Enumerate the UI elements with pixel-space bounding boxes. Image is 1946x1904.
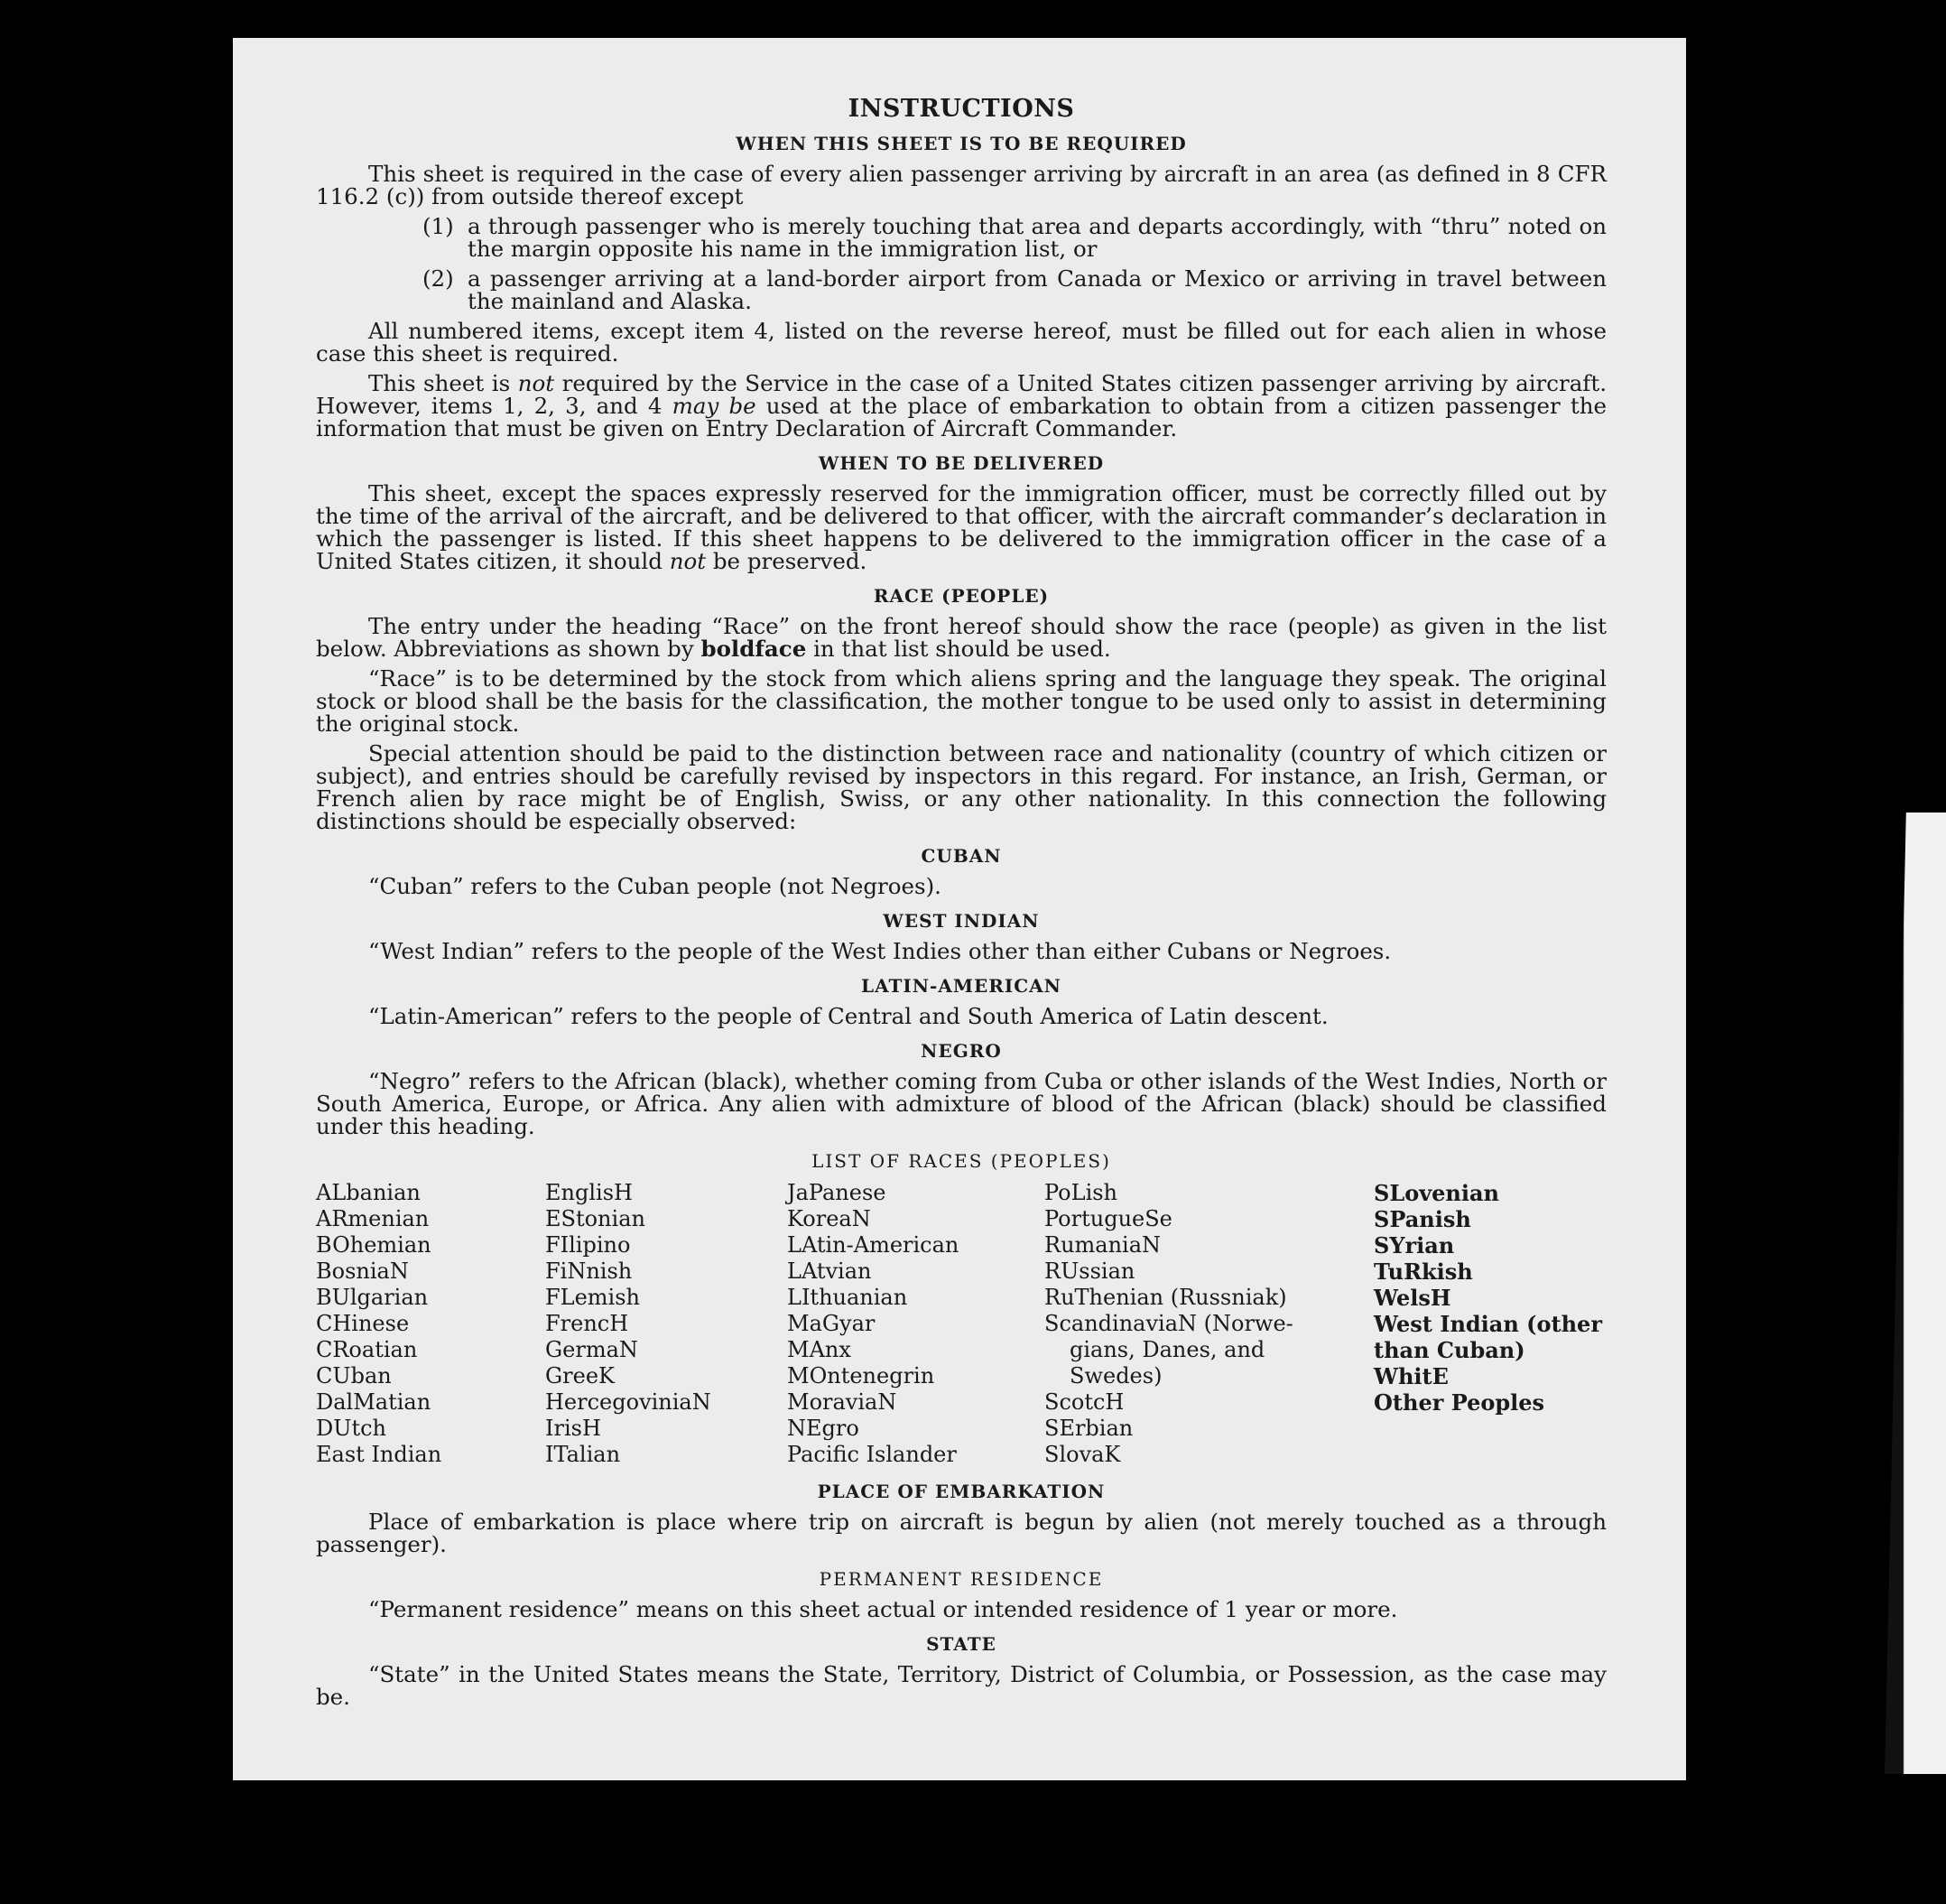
race-item: FiNnish <box>545 1258 633 1284</box>
race-item: ScandinaviaN (Norwe- <box>1044 1311 1293 1336</box>
heading-west-indian: WEST INDIAN <box>883 910 1040 932</box>
race-item: BosniaN <box>316 1258 409 1284</box>
paragraph-required-intro: This sheet is required in the case of every alien passenger arriving by aircraft in an area (as defined in 8 CFR 116.2 (c)) from outside thereof except <box>316 161 1607 209</box>
races-column-2 <box>545 1180 787 1468</box>
race-item: TuRkish <box>1374 1258 1473 1285</box>
race-item: FIlipino <box>545 1232 631 1258</box>
paragraph-cuban: “Cuban” refers to the Cuban people (not Negroes). <box>368 873 941 899</box>
races-column-3 <box>787 1180 1044 1468</box>
paragraph-race-definition: “Race” is to be determined by the stock from which aliens spring and the language they speak. The original stock or blood shall be the basis for the classification, the mother tongue to be used only to assist in determining the original stock. <box>316 665 1607 737</box>
heading-negro: NEGRO <box>921 1040 1002 1062</box>
paragraph-citizen: This sheet is not required by the Service in the case of a United States citizen passenger arriving by aircraft. However, items 1, 2, 3, and 4 may be used at the place of embarkation to obtain from a citizen passenger the information that must be given on Entry Declaration of Aircraft Commander. <box>316 370 1608 441</box>
race-item: LIthuanian <box>787 1285 908 1310</box>
race-item: Other Peoples <box>1374 1389 1545 1416</box>
race-item: RumaniaN <box>1044 1232 1162 1258</box>
race-item: NEgro <box>787 1416 859 1441</box>
heading-when-required: WHEN THIS SHEET IS TO BE REQUIRED <box>736 133 1187 154</box>
race-item: MaGyar <box>787 1311 876 1336</box>
races-column-5 <box>1374 1180 1607 1468</box>
race-item: CRoatian <box>316 1337 418 1362</box>
race-item: HercegoviniaN <box>545 1389 711 1415</box>
race-item: ITalian <box>545 1442 621 1467</box>
race-item: SErbian <box>1044 1416 1134 1441</box>
race-item: Pacific Islander <box>787 1442 957 1467</box>
race-item: West Indian (other <box>1374 1311 1602 1337</box>
race-item: ARmenian <box>316 1206 430 1231</box>
adjacent-page-edge <box>1885 813 1946 1774</box>
race-item: BUlgarian <box>316 1285 429 1310</box>
race-item: EnglisH <box>545 1180 633 1205</box>
heading-when-delivered: WHEN TO BE DELIVERED <box>818 452 1105 474</box>
paragraph-race-entry: The entry under the heading “Race” on the front hereof should show the race (people) as given in the list below. Abbreviations as shown by boldface in that list should be used. <box>316 613 1607 662</box>
race-item: CUban <box>316 1363 392 1389</box>
race-item: IrisH <box>545 1416 601 1441</box>
item-number: (1) <box>422 213 454 239</box>
race-item: GermaN <box>545 1337 638 1362</box>
race-item: CHinese <box>316 1311 410 1336</box>
heading-place-of-embarkation: PLACE OF EMBARKATION <box>817 1481 1106 1502</box>
paragraph-latin-american: “Latin-American” refers to the people of Central and South America of Latin descent. <box>368 1003 1329 1029</box>
paragraph-negro: “Negro” refers to the African (black), whether coming from Cuba or other islands of the West Indies, North or South America, Europe, or Africa. Any alien with admixture of blood of the African (black) should be classified under this heading. <box>316 1068 1607 1139</box>
race-item: PortugueSe <box>1044 1206 1172 1231</box>
race-item: EStonian <box>545 1206 645 1231</box>
race-item: WhitE <box>1374 1363 1449 1389</box>
race-item: LAtvian <box>787 1258 872 1284</box>
paragraph-west-indian: “West Indian” refers to the people of the West Indies other than either Cubans or Negroes. <box>368 938 1392 964</box>
item-text: a passenger arriving at a land-border airport from Canada or Mexico or arriving in travel between the mainland and Alaska. <box>468 265 1607 314</box>
heading-race: RACE (PEOPLE) <box>873 585 1050 607</box>
race-item: WelsH <box>1374 1285 1451 1311</box>
heading-permanent-residence: PERMANENT RESIDENCE <box>819 1568 1104 1590</box>
races-column-4 <box>1044 1180 1374 1468</box>
paragraph-race-nationality: Special attention should be paid to the distinction between race and nationality (country of which citizen or subject), and entries should be carefully revised by inspectors in this regard. For instance, an Irish, German, or French alien by race might be of English, Swiss, or any other nationality. In this connection the following distinctions should be especially observed: <box>316 740 1607 834</box>
paragraph-state: “State” in the United States means the State, Territory, District of Columbia, or Possession, as the case may be. <box>316 1661 1607 1710</box>
race-item: FLemish <box>545 1285 640 1310</box>
paragraph-numbered-items: All numbered items, except item 4, listed on the reverse hereof, must be filled out for each alien in whose case this sheet is required. <box>316 318 1607 367</box>
race-item: SPanish <box>1374 1206 1471 1232</box>
race-item: PoLish <box>1044 1180 1118 1205</box>
heading-state: STATE <box>926 1633 996 1655</box>
race-item: MoraviaN <box>787 1389 897 1415</box>
race-item-continued: than Cuban) <box>1374 1337 1525 1363</box>
race-item: SYrian <box>1374 1232 1455 1258</box>
race-item-continued: gians, Danes, and <box>1070 1337 1265 1362</box>
race-item: ScotcH <box>1044 1389 1125 1415</box>
instructions-content <box>316 95 1608 1715</box>
race-item: JaPanese <box>787 1180 886 1205</box>
paragraph-delivered: This sheet, except the spaces expressly reserved for the immigration officer, must be correctly filled out by the time of the arrival of the aircraft, and be delivered to that officer, with the aircraft commander’s declaration in which the passenger is listed. If this sheet happens to be delivered to the immigration officer in the case of a United States citizen, it should not be preserved. <box>316 480 1607 574</box>
races-column-1 <box>316 1180 545 1468</box>
race-item: LAtin-American <box>787 1232 959 1258</box>
page-title: INSTRUCTIONS <box>848 95 1075 123</box>
race-item: DUtch <box>316 1416 387 1441</box>
paragraph-embarkation: Place of embarkation is place where trip on aircraft is begun by alien (not merely touched as a through passenger). <box>316 1509 1607 1557</box>
race-item: RuThenian (Russniak) <box>1044 1285 1287 1310</box>
document-page <box>233 38 1686 1780</box>
exception-item-2 <box>316 267 1607 312</box>
race-item: RUssian <box>1044 1258 1135 1284</box>
race-item: ALbanian <box>316 1180 421 1205</box>
heading-cuban: CUBAN <box>921 845 1002 867</box>
race-item: SLovenian <box>1374 1180 1499 1206</box>
race-item: MOntenegrin <box>787 1363 935 1389</box>
race-item: FrencH <box>545 1311 629 1336</box>
exception-item-1 <box>316 215 1607 260</box>
heading-latin-american: LATIN-AMERICAN <box>861 975 1061 997</box>
item-text: a through passenger who is merely touching that area and departs accordingly, with “thru” noted on the margin opposite his name in the immigration list, or <box>468 213 1607 262</box>
race-item: KoreaN <box>787 1206 871 1231</box>
race-item: SlovaK <box>1044 1442 1121 1467</box>
race-item: DalMatian <box>316 1389 431 1415</box>
heading-list-of-races: LIST OF RACES (PEOPLES) <box>811 1150 1111 1172</box>
race-item-continued: Swedes) <box>1070 1363 1163 1389</box>
item-number: (2) <box>422 265 454 292</box>
race-item: GreeK <box>545 1363 615 1389</box>
race-item: MAnx <box>787 1337 851 1362</box>
paragraph-residence: “Permanent residence” means on this sheet actual or intended residence of 1 year or more. <box>368 1596 1398 1622</box>
races-list <box>316 1180 1607 1468</box>
race-item: BOhemian <box>316 1232 431 1258</box>
race-item: East Indian <box>316 1442 442 1467</box>
